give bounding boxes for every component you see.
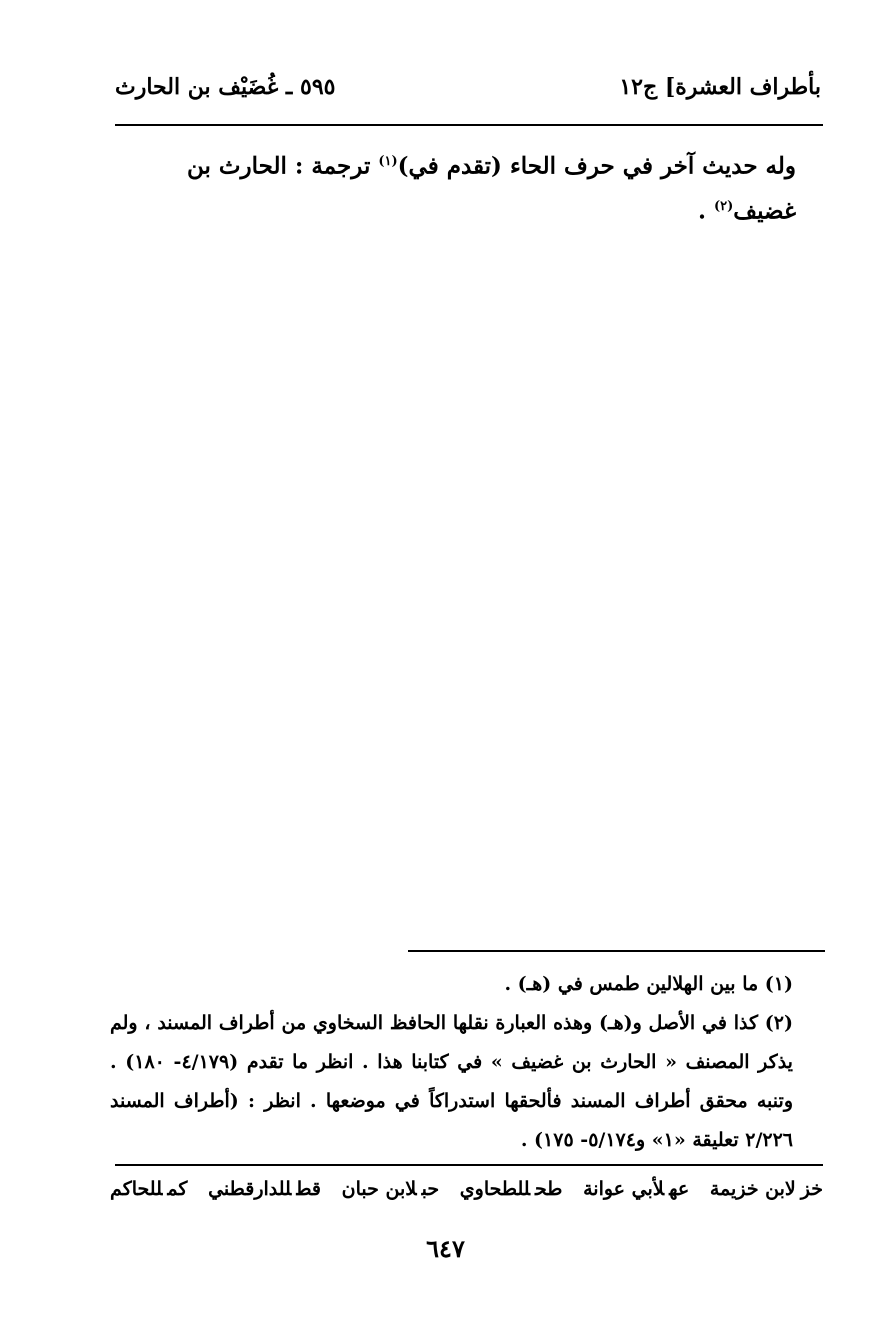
abbreviation-code: كم <box>167 1178 188 1200</box>
abbreviation-item <box>342 1178 439 1200</box>
abbreviations-key <box>110 1178 823 1200</box>
abbreviation-label: للدارقطني <box>208 1178 292 1200</box>
abbreviation-label: للحاكم <box>110 1178 163 1200</box>
footnote-ref-1: (١) <box>378 154 398 169</box>
abbreviation-item <box>208 1178 321 1200</box>
abbreviation-code: عه <box>669 1178 690 1200</box>
main-text <box>110 142 796 231</box>
main-text-part3: . <box>697 197 714 225</box>
abbreviation-item <box>460 1178 563 1200</box>
abbreviation-item <box>583 1178 689 1200</box>
abbreviation-label: للطحاوي <box>459 1178 531 1200</box>
footnote-ref-2: (٢) <box>713 198 734 214</box>
abbreviation-code: طح <box>535 1178 563 1200</box>
footnotes <box>110 965 823 1160</box>
running-header <box>70 74 821 122</box>
abbreviation-label: لأبي عوانة <box>583 1178 665 1200</box>
abbreviation-code: خز <box>800 1178 823 1200</box>
footnote-divider <box>408 950 825 952</box>
abbreviation-code: قط <box>296 1178 321 1200</box>
header-divider <box>115 124 823 126</box>
abbreviation-item <box>710 1178 823 1200</box>
main-text-part2: ترجمة : الحارث بن غضيف <box>186 152 796 225</box>
abbreviation-label: لابن حبان <box>341 1178 417 1200</box>
abbreviations-divider <box>115 1164 823 1166</box>
footnote-1: (١) ما بين الهلالين طمس في (هـ) . <box>504 973 793 995</box>
footnote-2: (٢) كذا في الأصل و(هـ) وهذه العبارة نقلها الحافظ السخاوي من أطراف المسند ، ولم يذكر المصنف « الحارث بن غضيف » في كتابنا هذا . انظر ما تقدم (٤/١٧٩- ١٨٠) . وتنبه محقق أطراف المسند فألحقها استدراكاً في موضعها . انظر : (أطراف المسند ٢/٢٢٦ تعليقة «١» و٥/١٧٤- ١٧٥) . <box>110 1012 793 1151</box>
header-entry-title: ٥٩٥ ـ غُضَيْف بن الحارث <box>115 74 336 100</box>
page-number: ٦٤٧ <box>426 1234 465 1263</box>
abbreviation-label: لابن خزيمة <box>709 1178 796 1200</box>
abbreviation-item <box>110 1178 187 1200</box>
header-book-volume: بأطراف العشرة] ج١٢ <box>619 74 821 100</box>
abbreviation-code: حب <box>421 1178 440 1200</box>
main-text-part1: وله حديث آخر في حرف الحاء (تقدم في) <box>397 152 796 180</box>
